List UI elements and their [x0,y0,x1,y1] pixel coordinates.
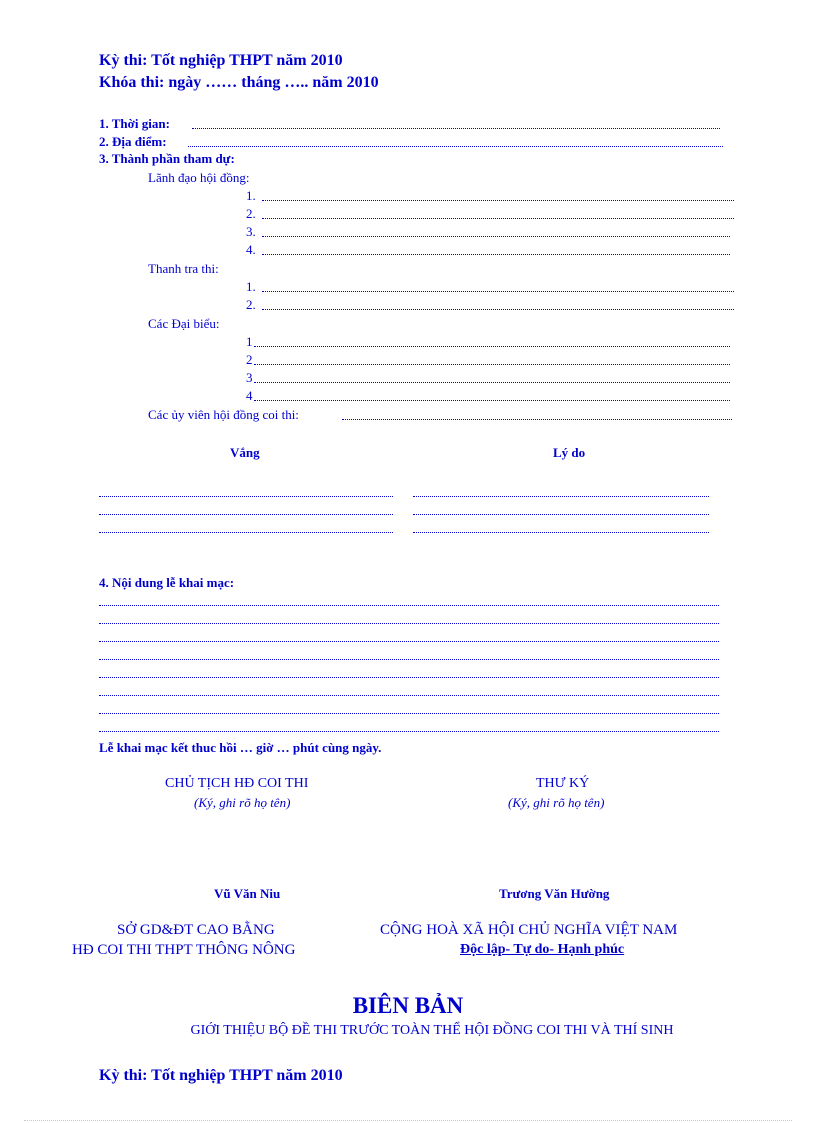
dotted-fill-line [99,532,393,533]
dotted-fill-line [99,641,719,642]
absent-column-header: Vắng [230,445,260,460]
exam-session: Khóa thi: ngày …… tháng ….. năm 2010 [99,74,379,91]
chairman-sign-hint: (Ký, ghi rõ họ tên) [194,795,291,810]
dotted-fill-line [192,128,720,129]
exam-name: Kỳ thi: Tốt nghiệp THPT năm 2010 [99,1067,343,1084]
inspectors-label: Thanh tra thi: [148,261,219,276]
chairman-name: Vũ Văn Niu [214,886,281,901]
dotted-fill-line [413,496,709,497]
list-item-number: 3 [246,370,253,385]
list-item-number: 4. [246,242,256,257]
dotted-fill-line [254,364,730,365]
list-item-number: 3. [246,224,256,239]
dotted-fill-line [99,731,719,732]
list-item-number: 1. [246,279,256,294]
dotted-fill-line [188,146,723,147]
document-subtitle: GIỚI THIỆU BỘ ĐỀ THI TRƯỚC TOÀN THỂ HỘI ĐỒNG COI THI VÀ THÍ SINH [190,1023,674,1038]
list-item-number: 1 [246,334,253,349]
council-leaders-label: Lãnh đạo hội đồng: [148,170,250,185]
dotted-fill-line [262,236,730,237]
dotted-fill-line [262,291,734,292]
section-1-label: 1. Thời gian: [99,116,170,131]
reason-column-header: Lý do [553,445,586,460]
dotted-fill-line [99,659,719,660]
dotted-fill-line [413,532,709,533]
nation-motto: Độc lập- Tự do- Hạnh phúc [460,942,625,957]
dotted-fill-line [342,419,732,420]
dotted-fill-line [99,496,393,497]
list-item-number: 2 [246,352,253,367]
dotted-fill-line [254,382,730,383]
page-break-divider [24,1120,792,1121]
document-title: BIÊN BẢN [352,993,464,1018]
section-2-label: 2. Địa điểm: [99,134,167,149]
nation-name: CỘNG HOÀ XÃ HỘI CHỦ NGHĨA VIỆT NAM [380,922,678,938]
dotted-fill-line [99,605,719,606]
dotted-fill-line [254,400,730,401]
list-item-number: 2. [246,297,256,312]
section-3-label: 3. Thành phần tham dự: [99,151,235,166]
chairman-role: CHỦ TỊCH HĐ COI THI [165,776,309,791]
dotted-fill-line [254,346,730,347]
list-item-number: 2. [246,206,256,221]
dotted-fill-line [262,200,734,201]
secretary-sign-hint: (Ký, ghi rõ họ tên) [508,795,605,810]
dotted-fill-line [99,695,719,696]
dotted-fill-line [262,254,730,255]
list-item-number: 4 [246,388,253,403]
org-name: SỞ GD&ĐT CAO BẰNG [117,922,275,938]
dotted-fill-line [262,218,734,219]
section-4-label: 4. Nội dung lễ khai mạc: [99,575,235,590]
dotted-fill-line [99,677,719,678]
dotted-fill-line [413,514,709,515]
delegates-label: Các Đại biểu: [148,316,220,331]
exam-name: Kỳ thi: Tốt nghiệp THPT năm 2010 [99,52,343,69]
members-label: Các ủy viên hội đồng coi thi: [148,407,299,422]
dotted-fill-line [262,309,734,310]
secretary-role: THƯ KÝ [536,776,590,791]
list-item-number: 1. [246,188,256,203]
council-name: HĐ COI THI THPT THÔNG NÔNG [72,942,296,958]
dotted-fill-line [99,623,719,624]
dotted-fill-line [99,713,719,714]
secretary-name: Trương Văn Hường [499,886,610,901]
closing-note: Lễ khai mạc kết thuc hồi … giờ … phút cùng ngày. [99,740,382,755]
dotted-fill-line [99,514,393,515]
